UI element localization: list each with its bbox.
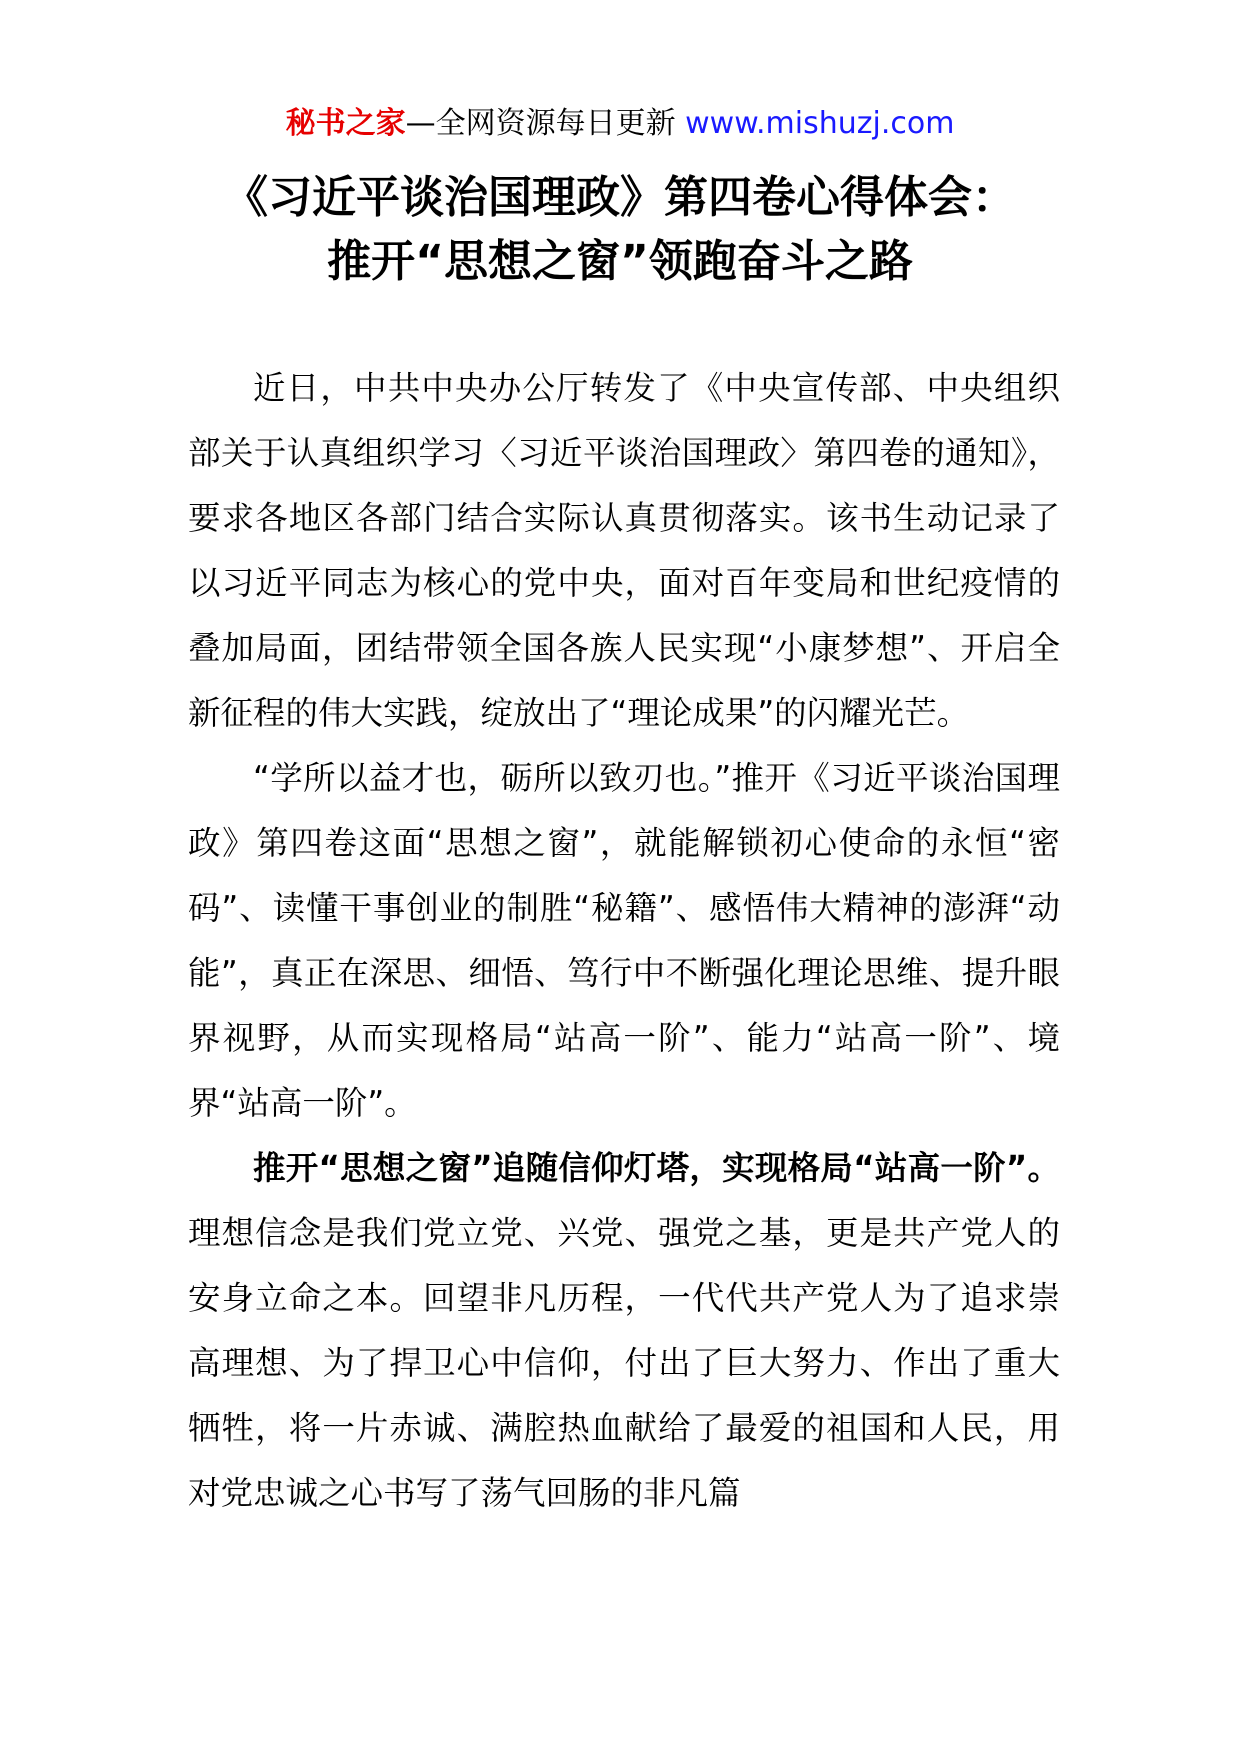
paragraph-3-text: 理想信念是我们党立党、兴党、强党之基，更是共产党人的安身立命之本。回望非凡历程，一代代共产党人为了追求崇高理想、为了捍卫心中信仰，付出了巨大努力、作出了重大牺牲，将一片赤诚、满腔热血献给了最爱的祖国和人民，用对党忠诚之心书写了荡气回肠的非凡篇 <box>188 1214 1060 1512</box>
site-header <box>0 104 1240 144</box>
paragraph-2: “学所以益才也，砺所以致刃也。”推开《习近平谈治国理政》第四卷这面“思想之窗”，就能解锁初心使命的永恒“密码”、读懂干事创业的制胜“秘籍”、感悟伟大精神的澎湃“动能”，真正在深思、细悟、笃行中不断强化理论思维、提升眼界视野，从而实现格局“站高一阶”、能力“站高一阶”、境界“站高一阶”。 <box>188 759 1060 1122</box>
paragraph-1: 近日，中共中央办公厅转发了《中央宣传部、中央组织部关于认真组织学习〈习近平谈治国理政〉第四卷的通知》，要求各地区各部门结合实际认真贯彻落实。该书生动记录了以习近平同志为核心的党中央，面对百年变局和世纪疫情的叠加局面，团结带领全国各族人民实现“小康梦想”、开启全新征程的伟大实践，绽放出了“理论成果”的闪耀光芒。 <box>188 369 1060 732</box>
document-title <box>0 166 1240 294</box>
title-line-2: 推开“思想之窗”领跑奋斗之路 <box>327 236 913 287</box>
brand-name: 秘书之家 <box>285 106 406 141</box>
title-line-1: 《习近平谈治国理政》第四卷心得体会： <box>224 172 1016 223</box>
header-slogan: —全网资源每日更新 <box>405 106 686 141</box>
paragraph-3 <box>188 1136 1060 1526</box>
site-url-link[interactable]: www.mishuzj.com <box>685 106 955 141</box>
document-body <box>188 356 1060 1526</box>
paragraph-3-lead: 推开“思想之窗”追随信仰灯塔，实现格局“站高一阶”。 <box>253 1149 1060 1187</box>
